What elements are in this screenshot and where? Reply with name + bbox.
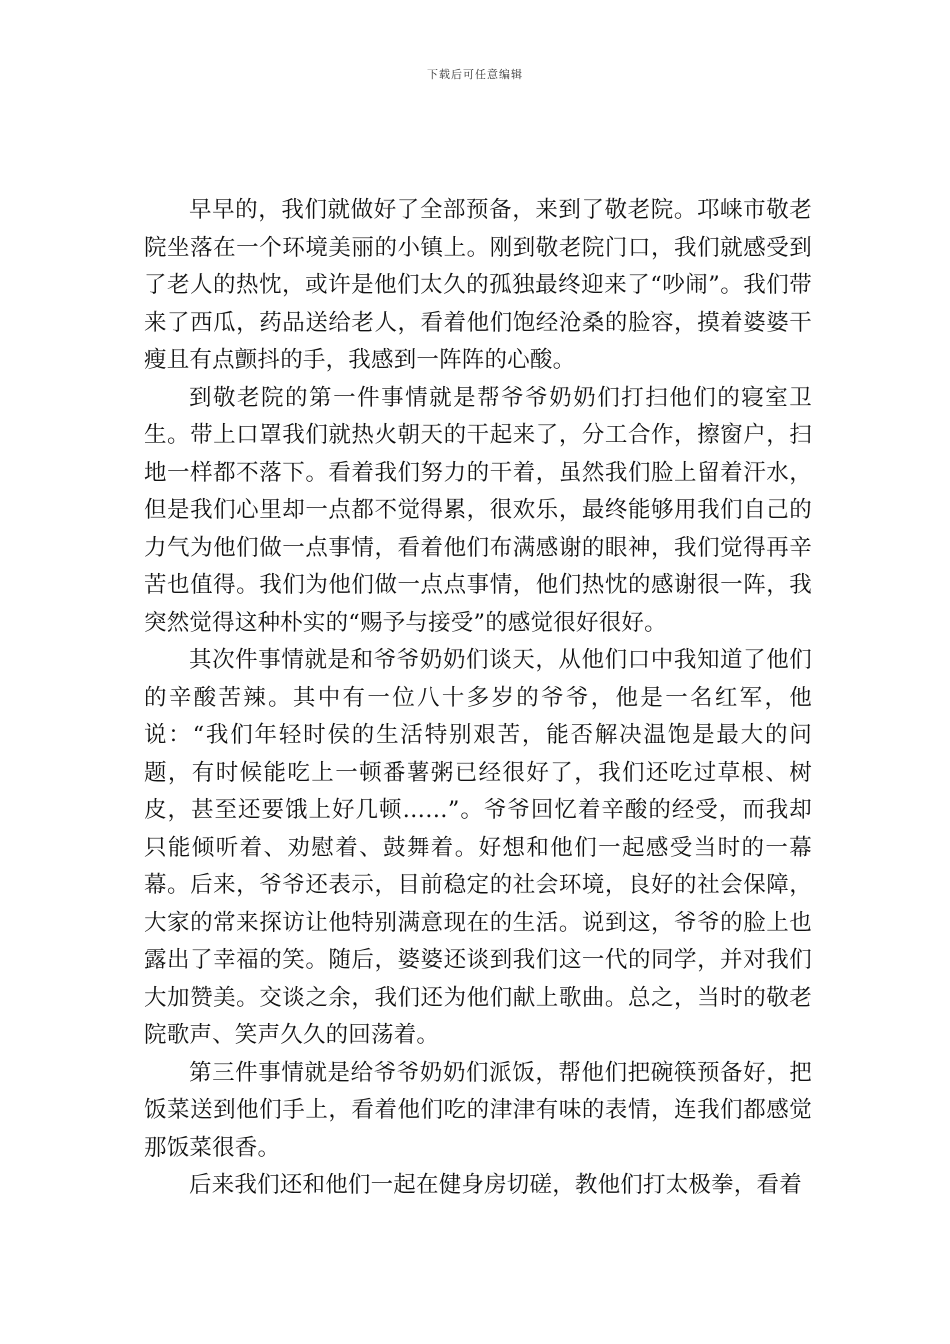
paragraph: 早早的，我们就做好了全部预备，来到了敬老院。邛崃市敬老院坐落在一个环境美丽的小镇上。刚到敬老院门口，我们就感受到了老人的热忱，或许是他们太久的孤独最终迎来了“吵闹”。我们带来了西瓜，药品送给老人，看着他们饱经沧桑的脸容，摸着婆婆干瘦且有点颤抖的手，我感到一阵阵的心酸。 xyxy=(144,197,812,373)
paragraph: 其次件事情就是和爷爷奶奶们谈天，从他们口中我知道了他们的辛酸苦辣。其中有一位八十多岁的爷爷，他是一名红军，他说：“我们年轻时侯的生活特别艰苦，能否解决温饱是最大的问题，有时候能吃上一顿番薯粥已经很好了，我们还吃过草根、树皮，甚至还要饿上好几顿……”。爷爷回忆着辛酸的经受，而我却只能倾听着、劝慰着、鼓舞着。好想和他们一起感受当时的一幕幕。后来，爷爷还表示，目前稳定的社会环境，良好的社会保障，大家的常来探访让他特别满意现在的生活。说到这，爷爷的脸上也露出了幸福的笑。随后，婆婆还谈到我们这一代的同学，并对我们大加赞美。交谈之余，我们还为他们献上歌曲。总之，当时的敬老院歌声、笑声久久的回荡着。 xyxy=(144,647,812,1048)
paragraph: 到敬老院的第一件事情就是帮爷爷奶奶们打扫他们的寝室卫生。带上口罩我们就热火朝天的干起来了，分工合作，擦窗户，扫地一样都不落下。看着我们努力的干着，虽然我们脸上留着汗水，但是我们心里却一点都不觉得累，很欢乐，最终能够用我们自己的力气为他们做一点事情，看着他们布满感谢的眼神，我们觉得再辛苦也值得。我们为他们做一点点事情，他们热忱的感谢很一阵，我突然觉得这种朴实的“赐予与接受”的感觉很好很好。 xyxy=(144,384,812,636)
page-header: 下载后可任意编辑 xyxy=(427,68,523,81)
paragraph: 后来我们还和他们一起在健身房切磋，教他们打太极拳，看着 xyxy=(189,1172,802,1198)
article-body xyxy=(144,192,812,1205)
paragraph: 第三件事情就是给爷爷奶奶们派饭，帮他们把碗筷预备好，把饭菜送到他们手上，看着他们吃的津津有味的表情，连我们都感觉那饭菜很香。 xyxy=(144,1059,812,1161)
